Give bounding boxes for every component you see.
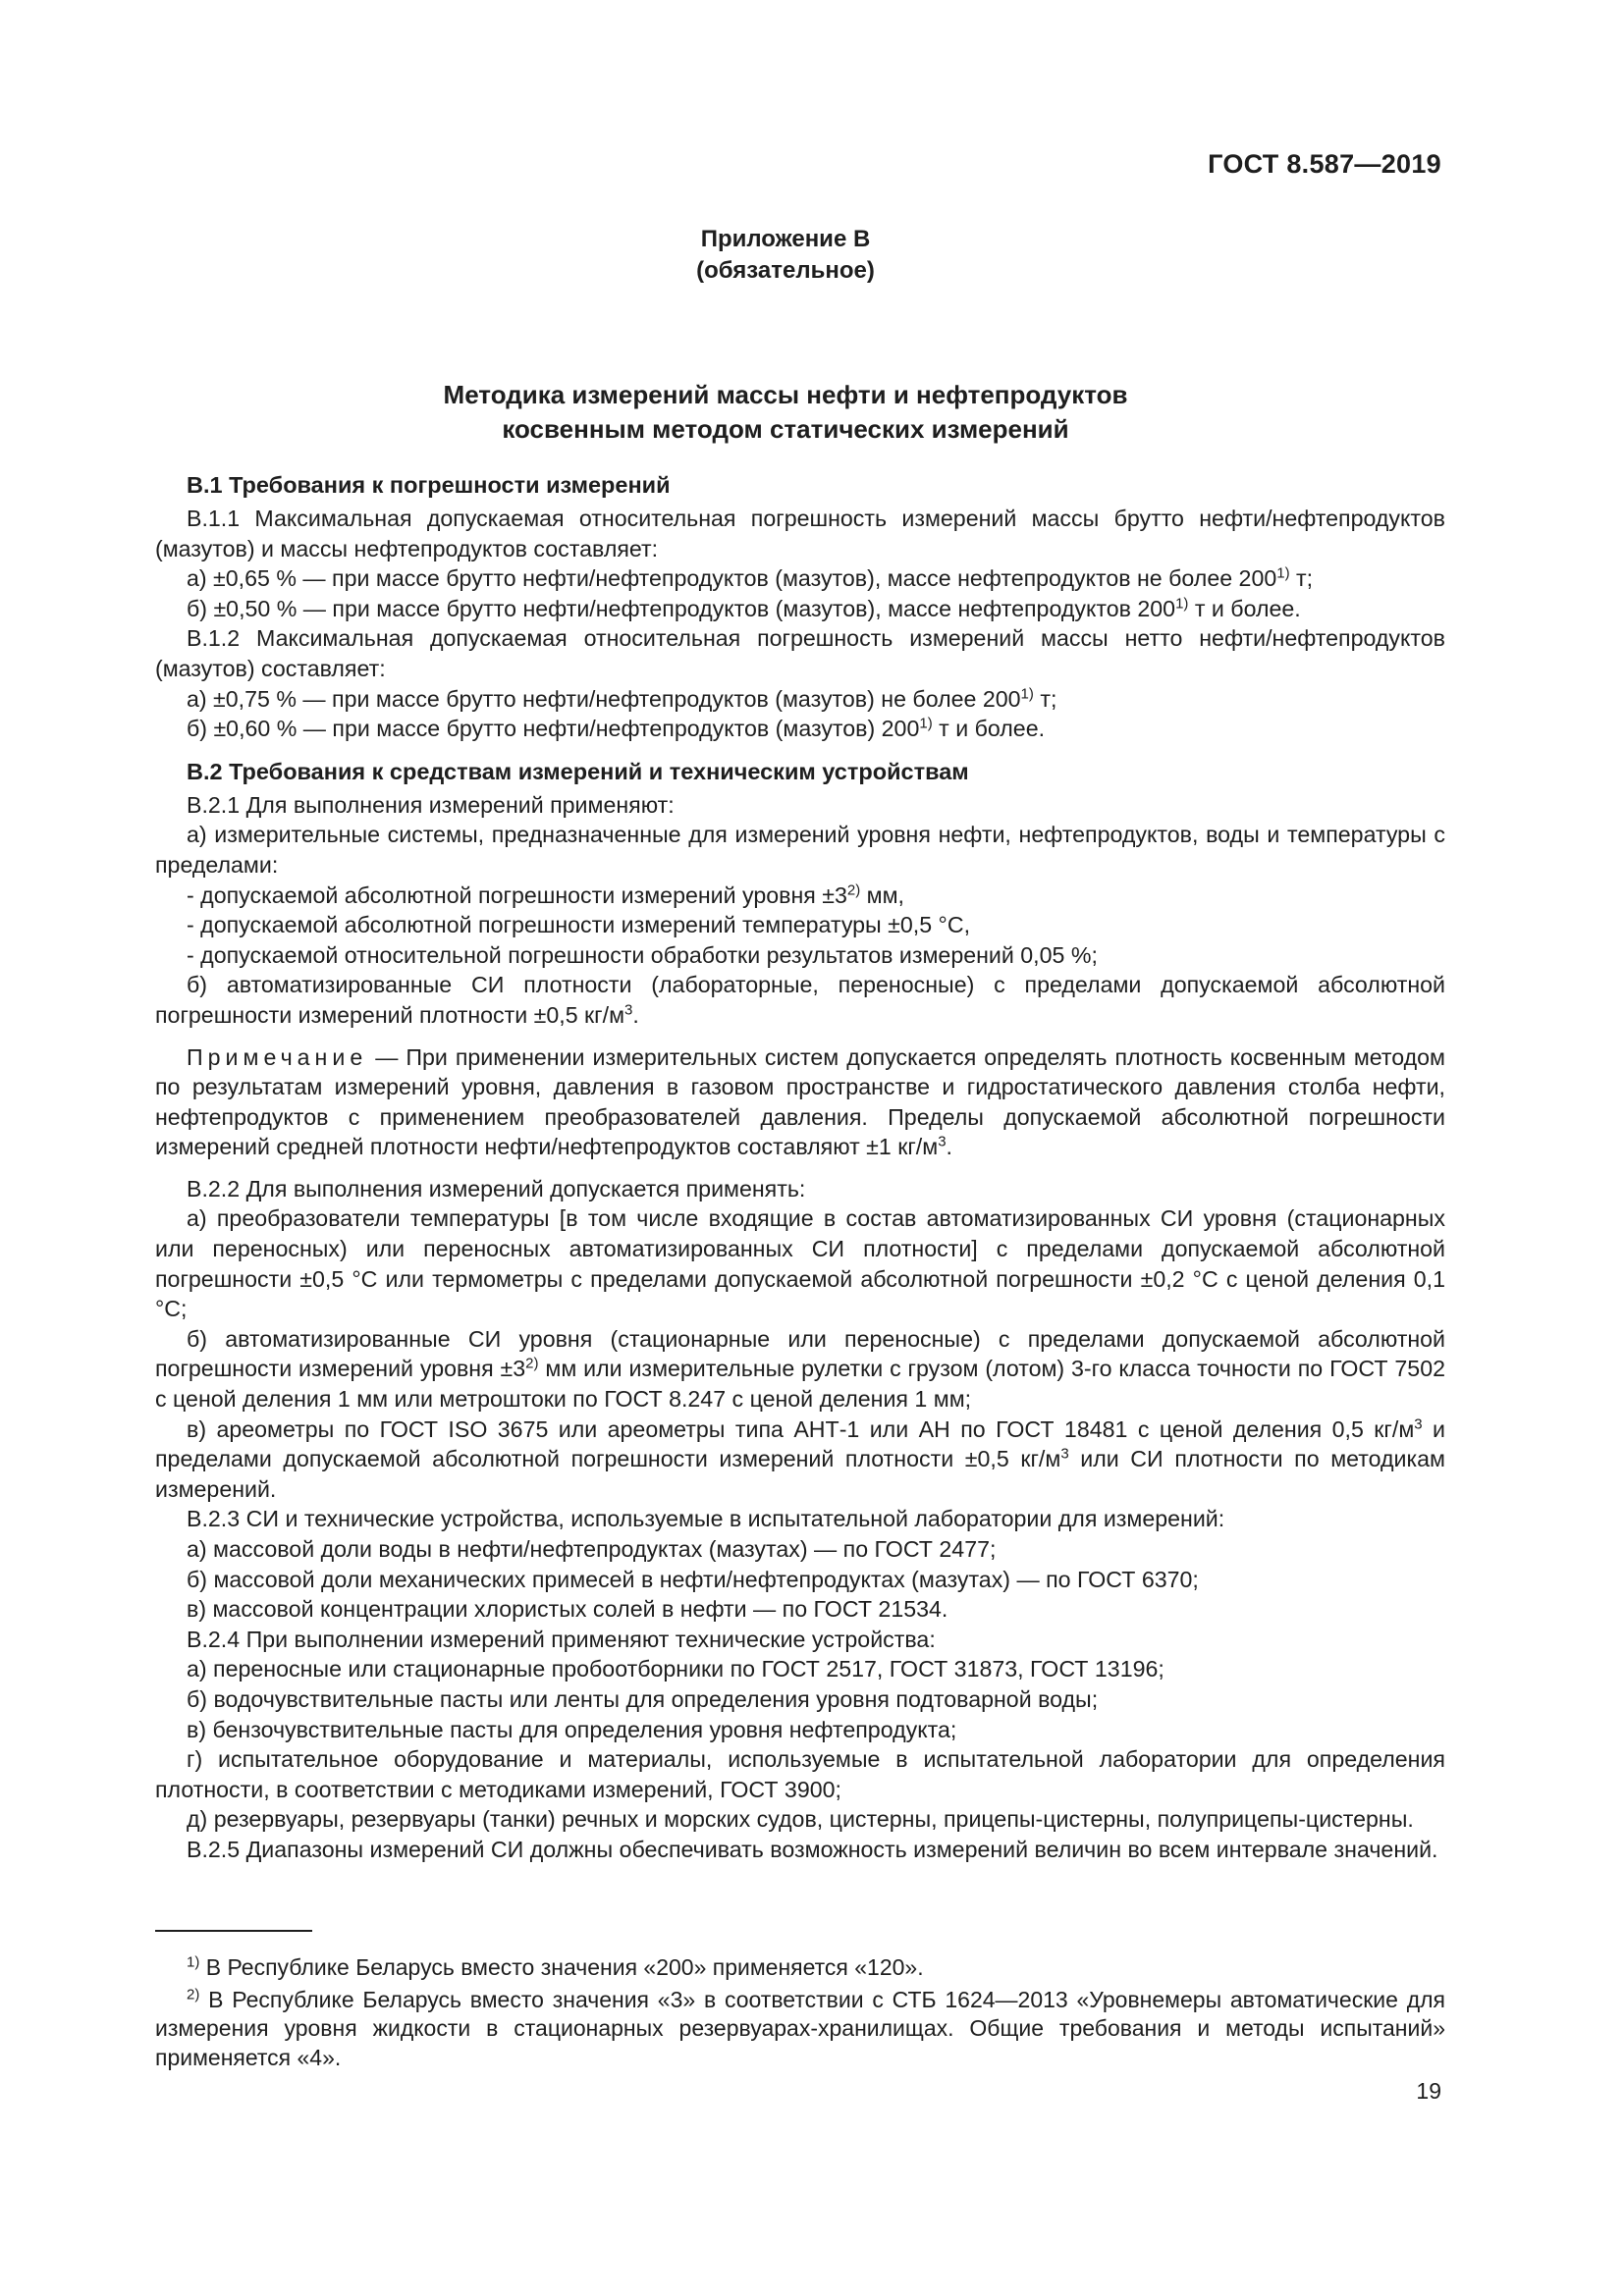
title-line-2: косвенным методом статических измерений <box>502 414 1069 444</box>
paragraph: б) автоматизированные СИ плотности (лабораторные, переносные) с пределами допускаемой абсолютной погрешности измерений плотности ±0,5 $кг/м^3$. <box>155 972 1445 1028</box>
title-line-1: Методика измерений массы нефти и нефтепродуктов <box>443 380 1128 409</box>
footnote-ref-2: 2) <box>846 881 861 898</box>
appendix-heading <box>0 224 1571 287</box>
paragraph: б) массовой доли механических примесей в нефти/нефтепродуктах (мазутах) — по ГОСТ 6370; <box>187 1566 1199 1592</box>
paragraph: В.2.3 СИ и технические устройства, используемые в испытательной лаборатории для измерений: <box>187 1506 1225 1532</box>
document-title <box>0 378 1571 447</box>
appendix-status: (обязательное) <box>696 257 875 284</box>
paragraph: - допускаемой абсолютной погрешности измерений уровня $\pm 3^{2)}$ мм, <box>187 881 905 908</box>
footnote-1: $^{1)}$ В Республике Беларусь вместо значения «200» применяется «120». <box>187 1953 924 1980</box>
paragraph: б) водочувствительные пасты или ленты для определения уровня подтоварной воды; <box>187 1685 1099 1712</box>
paragraph: а) переносные или стационарные пробоотборники по ГОСТ 2517, ГОСТ 31873, ГОСТ 13196; <box>187 1656 1164 1682</box>
paragraph: а) измерительные системы, предназначенные для измерений уровня нефти, нефтепродуктов, воды и температуры с пределами: <box>155 822 1445 878</box>
paragraph: В.1.2 Максимальная допускаемая относительная погрешность измерений массы нетто нефти/нефтепродуктов (мазутов) составляет: <box>155 625 1445 681</box>
paragraph: г) испытательное оборудование и материалы, используемые в испытательной лаборатории для определения плотности, в соответствии с методиками измерений, ГОСТ 3900; <box>155 1746 1445 1802</box>
paragraph: В.2.4 При выполнении измерений применяют технические устройства: <box>187 1626 936 1652</box>
paragraph: б) ±0,50 % — при массе брутто нефти/нефтепродуктов (мазутов), массе нефтепродуктов 200$^{1)}$ т и более. <box>187 595 1301 621</box>
paragraph: б) ±0,60 % — при массе брутто нефти/нефтепродуктов (мазутов) 200$^{1)}$ т и более. <box>187 715 1046 742</box>
paragraph: В.1.1 Максимальная допускаемая относительная погрешность измерений массы брутто нефти/нефтепродуктов (мазутов) и массы нефтепродуктов составляет: <box>155 506 1445 561</box>
footnote-2: $^{2)}$ В Республике Беларусь вместо значения «3» в соответствии с СТБ 1624—2013 «Уровнемеры автоматические для измерения уровня жидкости в стационарных резервуарах-хранилищах. Общие требования и методы испытаний» применяется «4». <box>155 1985 1445 2070</box>
paragraph: а) преобразователи температуры [в том числе входящие в состав автоматизированных СИ уровня (стационарных или переносных) или переносных автоматизированных СИ плотности] с пределами допускаемой абсолютной погрешности ±0,5 °С или термометры с пределами допускаемой абсолютной погрешности ±0,2 °С с ценой деления 0,1 °С; <box>155 1205 1445 1322</box>
appendix-name: Приложение В <box>700 226 871 252</box>
footnote-ref-1: 1) <box>1276 564 1290 582</box>
paragraph: а) ±0,75 % — при массе брутто нефти/нефтепродуктов (мазутов) не более 200$^{1)}$ т; <box>187 684 1057 712</box>
document-body <box>155 469 1445 1865</box>
paragraph: в) бензочувствительные пасты для определения уровня нефтепродукта; <box>187 1716 957 1742</box>
paragraph: - допускаемой абсолютной погрешности измерений температуры ±0,5 °С, <box>187 912 971 938</box>
paragraph: а) ±0,65 % — при массе брутто нефти/нефтепродуктов (мазутов), массе нефтепродуктов не более 200$^{1)}$ т; <box>187 564 1314 592</box>
page-number: 19 <box>1416 2078 1441 2104</box>
footnote-divider <box>155 1930 312 1932</box>
section-b1-heading: В.1 Требования к погрешности измерений <box>187 472 671 498</box>
paragraph: в) ареометры по ГОСТ ISO 3675 или ареометры типа АНТ-1 или АН по ГОСТ 18481 с ценой деления 0,5 $кг/м^3$ и пределами допускаемой абсолютной погрешности измерений плотности ±0,5 $кг/м^3$ или СИ плотности по методикам измерений. <box>155 1415 1445 1502</box>
section-b2-heading: В.2 Требования к средствам измерений и техническим устройствам <box>187 758 969 784</box>
note-label: Примечание <box>187 1043 368 1070</box>
standard-code: ГОСТ 8.587—2019 <box>1208 149 1441 179</box>
paragraph: б) автоматизированные СИ уровня (стационарные или переносные) с пределами допускаемой абсолютной погрешности измерений уровня $\pm 3^{2)}$ мм или измерительные рулетки с грузом (лотом) 3-го класса точности по ГОСТ 7502 с ценой деления 1 мм или метроштоки по ГОСТ 8.247 с ценой деления 1 мм; <box>155 1325 1445 1413</box>
paragraph: В.2.5 Диапазоны измерений СИ должны обеспечивать возможность измерений величин во всем интервале значений. <box>187 1836 1438 1862</box>
footnote-ref-1: 1) <box>919 715 933 732</box>
footnote-ref-2: 2) <box>525 1355 539 1372</box>
paragraph: д) резервуары, резервуары (танки) речных и морских судов, цистерны, прицепы-цистерны, полуприцепы-цистерны. <box>187 1806 1414 1833</box>
paragraph: а) массовой доли воды в нефти/нефтепродуктах (мазутах) — по ГОСТ 2477; <box>187 1536 997 1562</box>
paragraph: В.2.2 Для выполнения измерений допускается применять: <box>187 1175 806 1201</box>
paragraph: - допускаемой относительной погрешности обработки результатов измерений 0,05 %; <box>187 941 1098 968</box>
note-paragraph: Примечание — При применении измерительных систем допускается определять плотность косвенным методом по результатам измерений уровня, давления в газовом пространстве и гидростатического давления столба нефти, нефтепродуктов с применением преобразователей давления. Пределы допускаемой абсолютной погрешности измерений средней плотности нефти/нефтепродуктов составляют ±1 $кг/м^3$. <box>155 1043 1445 1160</box>
paragraph: В.2.1 Для выполнения измерений применяют: <box>187 791 675 818</box>
footnote-ref-1: 1) <box>1020 684 1034 702</box>
footnotes <box>155 1953 1445 2075</box>
footnote-ref-1: 1) <box>1175 595 1189 613</box>
paragraph: в) массовой концентрации хлористых солей в нефти — по ГОСТ 21534. <box>187 1596 948 1623</box>
